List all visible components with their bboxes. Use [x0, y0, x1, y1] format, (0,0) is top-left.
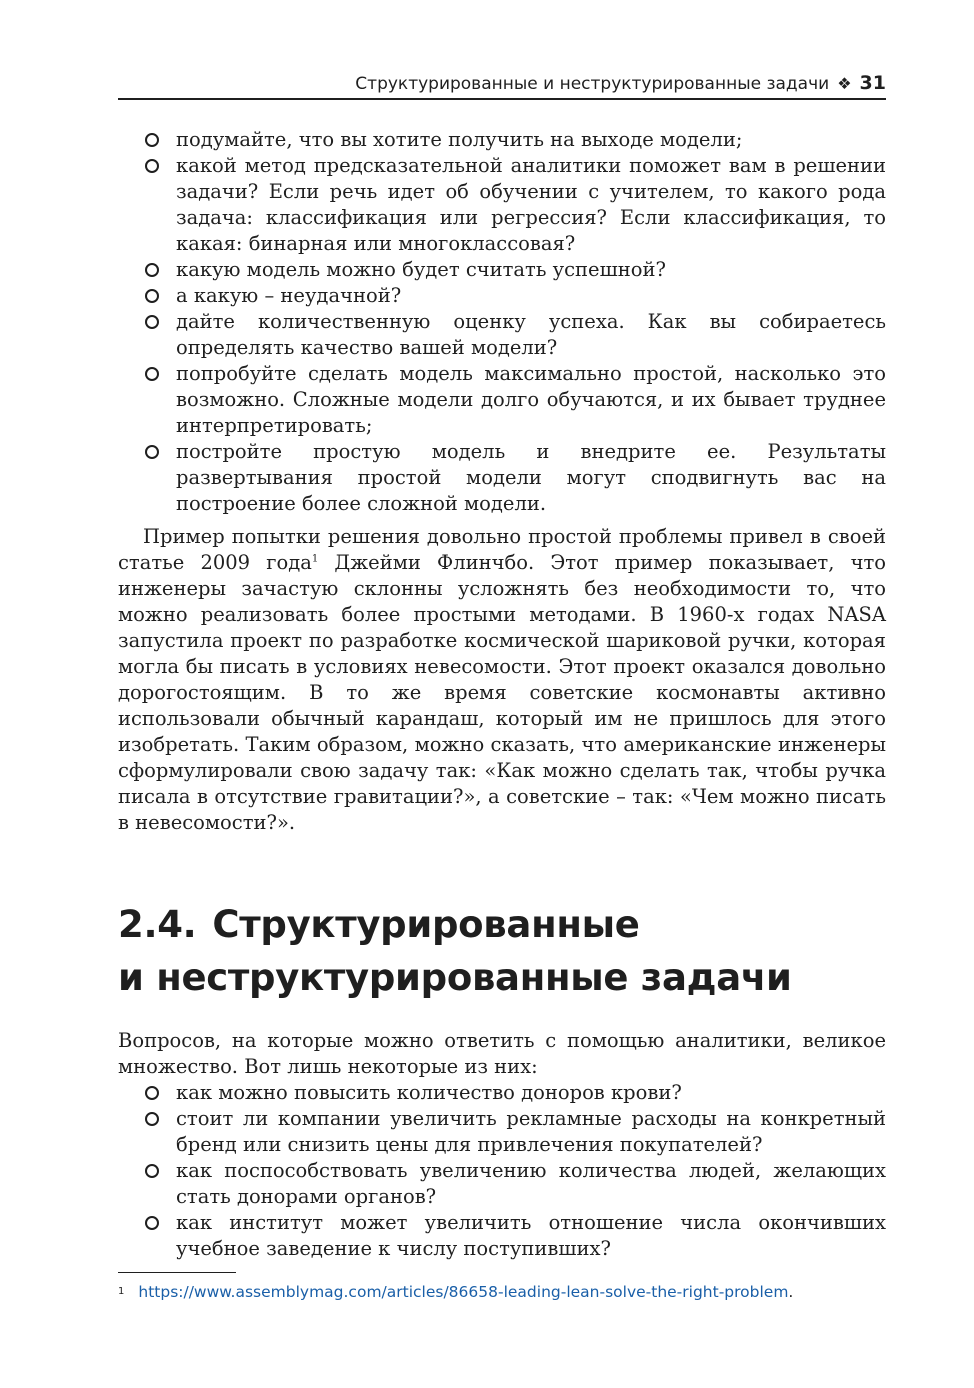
footnote: $^1$ https://www.assemblymag.com/articles/86658-leading-lean-solve-the-right-problem.: [118, 1283, 794, 1301]
ornament-icon: ❖: [837, 74, 852, 93]
footnote-divider: [118, 1272, 236, 1273]
main-content: [118, 127, 886, 1262]
section-number: 2.4.: [118, 903, 197, 946]
footnote-reference[interactable]: 1: [311, 553, 319, 565]
section-title-line2: и неструктурированные задачи: [118, 956, 792, 999]
list-item: какую модель можно будет считать успешной?: [118, 257, 886, 283]
list-item: дайте количественную оценку успеха. Как вы собираетесь определять качество вашей модели?: [118, 309, 886, 361]
analytics-questions-list: [118, 1080, 886, 1262]
list-item: как поспособствовать увеличению количества людей, желающих стать донорами органов?: [118, 1158, 886, 1210]
bullet-icon: [145, 1216, 159, 1230]
page-number: 31: [859, 72, 886, 94]
intro-paragraph: Вопросов, на которые можно ответить с помощью аналитики, великое множество. Вот лишь некоторые из них:: [118, 1029, 886, 1078]
list-item: постройте простую модель и внедрите ее. Результаты развертывания простой модели могут сподвигнуть вас на построение более сложной модели.: [118, 439, 886, 517]
bullet-icon: [145, 315, 159, 329]
list-item: стоит ли компании увеличить рекламные расходы на конкретный бренд или снизить цены для привлечения покупателей?: [118, 1106, 886, 1158]
section-heading: [118, 898, 886, 1004]
list-item: какой метод предсказательной аналитики поможет вам в решении задачи? Если речь идет об обучении с учителем, то какого рода задача: классификация или регрессия? Если классификация, то какая: бинарная или многоклассовая?: [118, 153, 886, 257]
bullet-icon: [145, 367, 159, 381]
running-title: Структурированные и неструктурированные задачи: [355, 74, 830, 94]
footnote-mark: 1: [118, 1286, 125, 1297]
section-title-line1: Структурированные: [212, 903, 640, 946]
question-list: [118, 127, 886, 517]
list-item: как институт может увеличить отношение числа окончивших учебное заведение к числу поступивших?: [118, 1210, 886, 1262]
list-item: как можно повысить количество доноров крови?: [118, 1080, 886, 1106]
list-item: а какую – неудачной?: [118, 283, 886, 309]
bullet-icon: [145, 1112, 159, 1126]
list-item: попробуйте сделать модель максимально простой, насколько это возможно. Сложные модели долго обучаются, и их бывает труднее интерпретировать;: [118, 361, 886, 439]
bullet-icon: [145, 1086, 159, 1100]
running-header: [118, 70, 886, 100]
list-item: подумайте, что вы хотите получить на выходе модели;: [118, 127, 886, 153]
footnote-link[interactable]: https://www.assemblymag.com/articles/86658-leading-lean-solve-the-right-problem: [138, 1283, 789, 1301]
bullet-icon: [145, 289, 159, 303]
bullet-icon: [145, 1164, 159, 1178]
bullet-icon: [145, 133, 159, 147]
bullet-icon: [145, 263, 159, 277]
nasa-pencil-paragraph: Пример попытки решения довольно простой проблемы привел в своей статье 2009 года$^1$ Джейми Флинчбо. Этот пример показывает, что инженеры зачастую склонны усложнять без необходимости то, что можно реализовать более простыми методами. В 1960-х годах NASA запустила проект по разработке космической шариковой ручки, которая могла бы писать в условиях невесомости. Этот проект оказался довольно дорогостоящим. В то же время советские космонавты активно использовали обычный карандаш, который им не пришлось для этого изобретать. Таким образом, можно сказать, что американские инженеры сформулировали свою задачу так: «Как можно сделать так, чтобы ручка писала в отсутствие гравитации?», а советские – так: «Чем можно писать в невесомости?».: [118, 525, 886, 834]
bullet-icon: [145, 159, 159, 173]
bullet-icon: [145, 445, 159, 459]
